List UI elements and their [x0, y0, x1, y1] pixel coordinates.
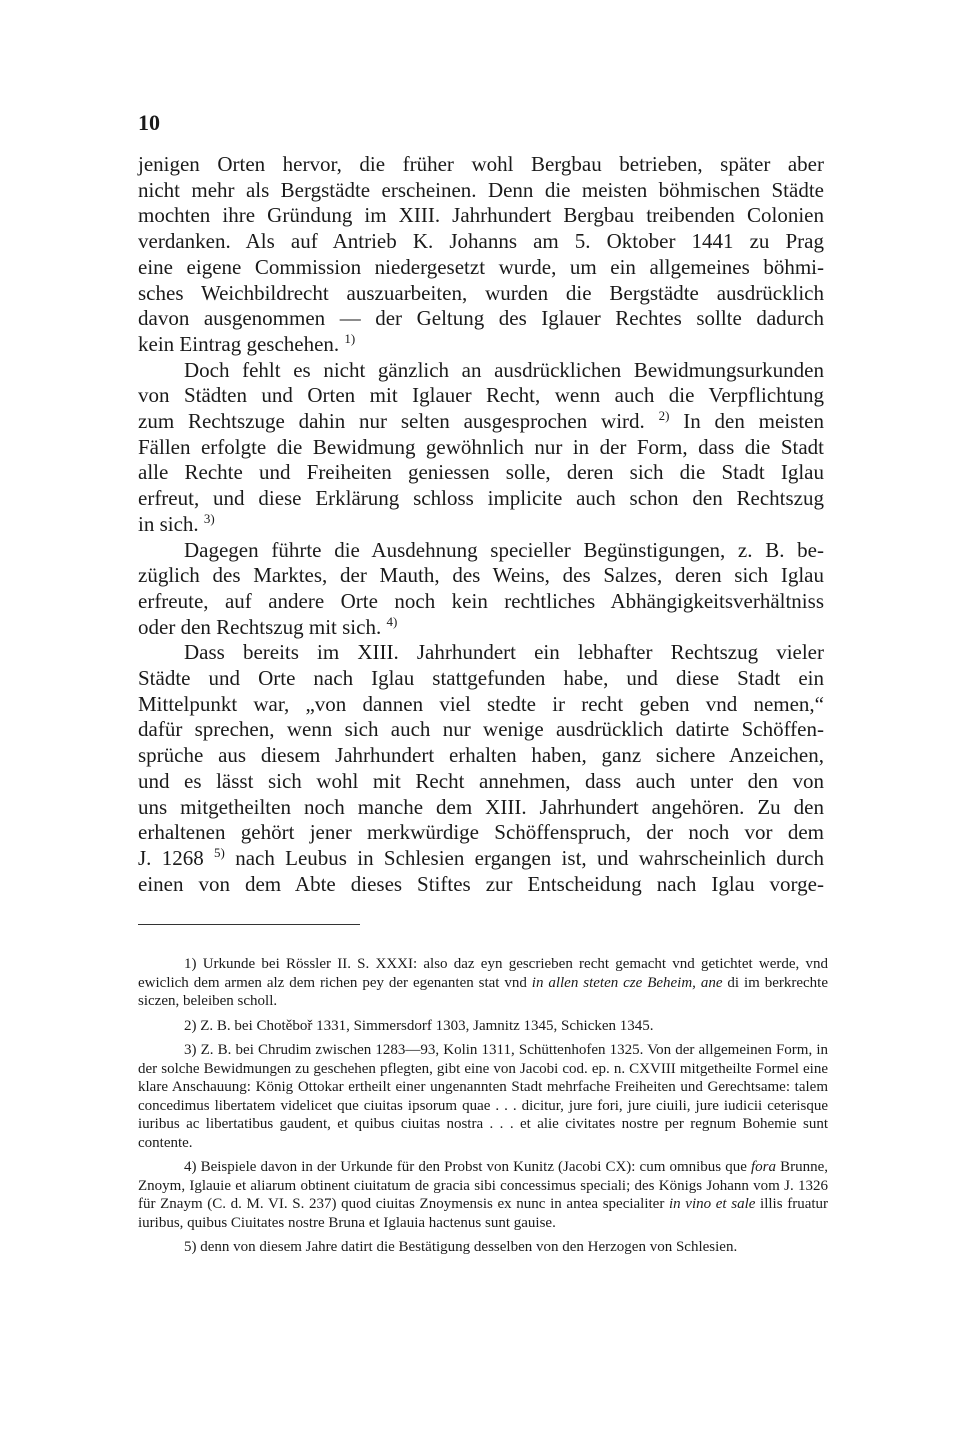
- text-line: mochten ihre Gründung im XIII. Jahrhundert Bergbau treibenden Colonien: [138, 203, 824, 228]
- text-line: J. 1268 $^{5)}$ nach Leubus in Schlesien ergangen ist, und wahrscheinlich durch: [138, 844, 824, 870]
- text-line: Doch fehlt es nicht gänzlich an ausdrücklichen Bewidmungsurkunden: [184, 357, 824, 382]
- text-line: Fällen erfolgte die Bewidmung gewöhnlich nur in der Form, dass die Stadt: [138, 434, 824, 459]
- text-line: in sich. $^{3)}$: [138, 510, 215, 536]
- page-number: 10: [138, 110, 160, 135]
- footnote-divider: [138, 924, 360, 925]
- footnote-3: 3) Z. B. bei Chrudim zwischen 1283—93, Kolin 1311, Schüttenhofen 1325. Von der allgemeinen Form, in der solche Bewidmungen zu geschehen pflegten, gibt eine von Jacobi cod. ep. n. CXVIII mitgetheilte Formel eine klare Anschauung: König Ottokar ertheilt einer ungenannten Stadt mehrfache Freiheiten und Gerechtsame: talem concedimus libertatem videlicet que ciuitas ipsorum quae . . . dicitur, jure fori, jure ciuili, jure iudicii ceterisque iuribus ac libertatibus gaudent, et quibus ciuitas nostra . . . et alie civitates nostre per regnum Bohemie sunt contente.: [138, 1042, 828, 1151]
- footnote-2: 2) Z. B. bei Chotěboř 1331, Simmersdorf 1303, Jamnitz 1345, Schicken 1345.: [184, 1017, 654, 1034]
- text-line: kein Eintrag geschehen. $^{1)}$: [138, 330, 356, 356]
- footnote-ref: 4): [386, 613, 398, 629]
- footnote-ref: 3): [203, 510, 215, 526]
- footnote-ref: 1): [344, 330, 356, 346]
- footnote-ref: 2): [658, 408, 670, 424]
- text-line: davon ausgenommen — der Geltung des Iglauer Rechtes sollte dadurch: [138, 306, 824, 331]
- text-line: Städte und Orte nach Iglau stattgefunden habe, und diese Stadt ein: [138, 666, 824, 691]
- text-line: Mittelpunkt war, „von dannen viel stedte ir recht geben vnd nemen,“: [138, 691, 824, 716]
- text-line: zum Rechtszuge dahin nur selten ausgesprochen wird. $^{2)}$ In den meisten: [138, 408, 825, 434]
- text-line: einen von dem Abte dieses Stiftes zur Entscheidung nach Iglau vorge-: [138, 871, 824, 896]
- text-line: erfreut, und diese Erklärung schloss implicite auch schon den Rechtszug: [138, 486, 824, 511]
- text-line: erhaltenen gehört jener merkwürdige Schöffenspruch, der noch vor dem: [138, 820, 824, 845]
- text-line: jenigen Orten hervor, die früher wohl Bergbau betrieben, später aber: [138, 152, 824, 176]
- text-line: Dagegen führte die Ausdehnung specieller Begünstigungen, z. B. be-: [184, 537, 824, 562]
- text-line: alle Rechte und Freiheiten geniessen solle, deren sich die Stadt Iglau: [138, 460, 824, 485]
- text-line: dafür sprechen, wenn sich auch nur wenige ausdrücklich datirte Schöffen-: [138, 717, 824, 742]
- footnotes: [138, 955, 828, 1263]
- footnote-1: 1) Urkunde bei Rössler II. S. XXXI: also daz eyn gescrieben recht gemacht vnd getichtet werde, vnd ewiclich dem armen alz dem richen pey der egenanten stat vnd in allen steten cze Beheim, ane di im berkrechte siczen, beleiben scholl.: [138, 956, 829, 1009]
- footnote-5: 5) denn von diesem Jahre datirt die Bestätigung desselben von den Herzogen von Schlesien.: [184, 1239, 738, 1255]
- text-line: und es lässt sich wohl mit Recht annehmen, dass auch unter den von: [138, 768, 824, 793]
- text-line: erfreute, auf andere Orte noch kein rechtliches Abhängigkeitsverhältniss: [138, 588, 824, 613]
- text-line: eine eigene Commission niedergesetzt wurde, um ein allgemeines böhmi-: [138, 254, 824, 279]
- text-line: uns mitgetheilten noch manche dem XIII. Jahrhundert angehören. Zu den: [138, 794, 824, 819]
- text-line: Dass bereits im XIII. Jahrhundert ein lebhafter Rechtszug vieler: [184, 640, 824, 665]
- footnote-ref: 5): [214, 844, 225, 860]
- text-line: verdanken. Als auf Antrieb K. Johanns am 5. Oktober 1441 zu Prag: [138, 229, 824, 254]
- text-line: sches Weichbildrecht auszuarbeiten, wurden die Bergstädte ausdrücklich: [138, 280, 824, 305]
- text-line: sprüche aus diesem Jahrhundert erhalten haben, ganz sichere Anzeichen,: [138, 743, 824, 768]
- text-line: von Städten und Orten mit Iglauer Recht, wenn auch die Verpflichtung: [138, 383, 824, 408]
- text-line: oder den Rechtszug mit sich. $^{4)}$: [138, 613, 398, 639]
- text-line: nicht mehr als Bergstädte erscheinen. Denn die meisten böhmischen Städte: [138, 177, 824, 202]
- footnote-4: 4) Beispiele davon in der Urkunde für den Probst von Kunitz (Jacobi CX): cum omnibus que fora Brunne, Znoym, Iglauie et aliarum obtinent ciuitatum de gracia sibi concessimus speciali; des Königs Johann vom J. 1326 für Znaym (C. d. M. VI. S. 237) quod ciuitas Znoymensis ex nunc in antea specialiter in vino et sale illis fruatur iuribus, quibus Ciuitates nostre Bruna et Iglauia hactenus sunt gauise.: [138, 1159, 829, 1231]
- main-text: [138, 152, 824, 897]
- text-line: züglich des Marktes, der Mauth, des Weins, des Salzes, deren sich Iglau: [138, 563, 824, 588]
